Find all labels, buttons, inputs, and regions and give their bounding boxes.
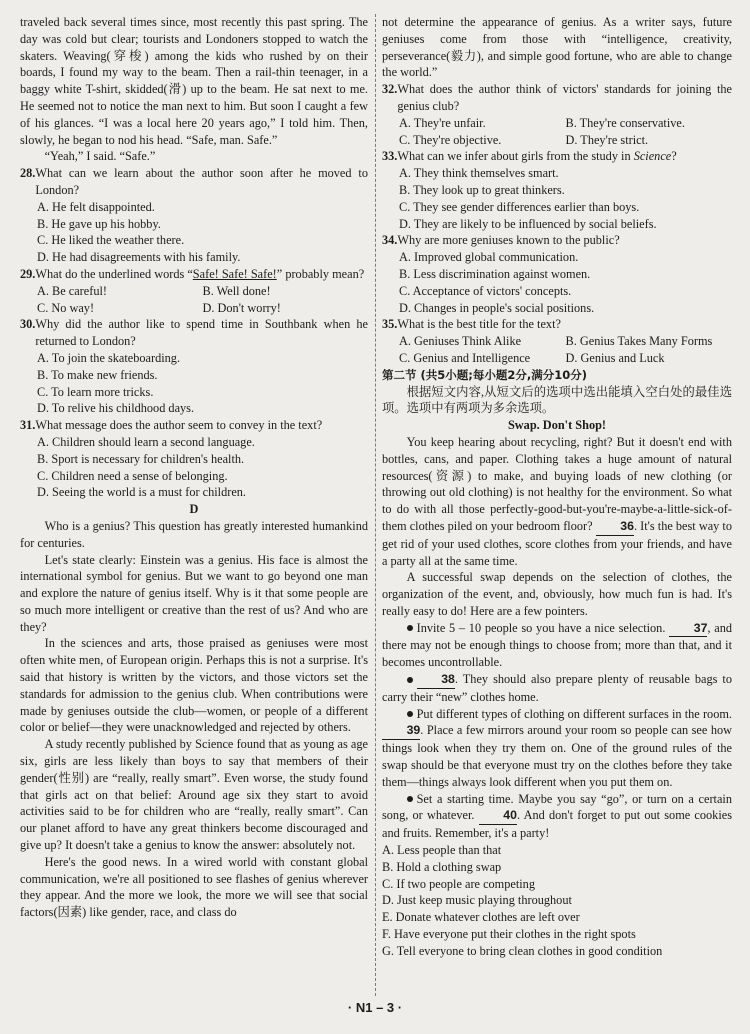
question-text: Why did the author like to spend time in Southbank when he returned to London? (35, 317, 368, 349)
option[interactable]: C. They see gender differences earlier than boys. (399, 199, 640, 214)
choice[interactable]: C. If two people are competing (382, 876, 535, 891)
bullet-icon (407, 711, 413, 717)
passage-d-paragraph: Here's the good news. In a wired world with constant global communication, we're all positioned to see flashes of genius wherever they appear. And the more we look, the more we will see that social factors(因素) like gender, race, and class do (20, 854, 368, 920)
question-number: 35. (382, 317, 398, 332)
question-number: 29. (20, 266, 36, 281)
option[interactable]: B. Well done! (202, 283, 271, 298)
bullet-icon (407, 677, 413, 683)
swap-paragraph-2: A successful swap depends on the selection of clothes, the organization of the event, and, obviously, how much fun is had. It's really easy to do! Here are a few pointers. (382, 570, 732, 618)
passage-d-paragraph: Let's state clearly: Einstein was a genius. His face is almost the international symbol for genius. But we want to go beyond one man and explore the nature of genius itself. Why is it that some people are so much more intelligent or creative than the rest of us? And who are they? (20, 552, 368, 634)
question-32 (382, 81, 732, 148)
pointer-2: 38. They should also prepare plenty of reusable bags to carry their “new” clothes home. (382, 672, 732, 704)
question-number: 30. (20, 317, 36, 332)
question-35 (382, 316, 732, 366)
option[interactable]: A. Geniuses Think Alike (399, 334, 522, 349)
option[interactable]: C. They're objective. (399, 132, 502, 147)
underlined-words: Safe! Safe! Safe! (192, 266, 277, 281)
question-number: 34. (382, 233, 398, 248)
option[interactable]: B. To make new friends. (37, 367, 158, 382)
question-number: 33. (382, 149, 398, 164)
option[interactable]: B. They look up to great thinkers. (399, 182, 565, 197)
option[interactable]: D. Don't worry! (202, 300, 281, 315)
question-text: What does the author think of victors' standards for joining the genius club? (397, 82, 732, 113)
bullet-icon (407, 796, 413, 802)
choice[interactable]: E. Donate whatever clothes are left over (382, 910, 580, 925)
pointer-1: Invite 5 – 10 people so you have a nice selection. 37, and there may not be enough things to choose from; more than that, and it becomes uncontrollable. (382, 620, 733, 670)
option[interactable]: D. Genius and Luck (565, 350, 665, 365)
option[interactable]: C. He liked the weather there. (37, 233, 185, 248)
section-2-instructions: 根据短文内容,从短文后的选项中选出能填入空白处的最佳选项。选项中有两项为多余选项。 (382, 384, 732, 416)
blank-39[interactable]: 39 (382, 722, 420, 740)
column-divider (375, 14, 376, 996)
choice[interactable]: F. Have everyone put their clothes in the right spots (382, 927, 636, 942)
blank-37[interactable]: 37 (669, 620, 707, 638)
option[interactable]: D. They're strict. (565, 132, 649, 147)
blank-36[interactable]: 36 (596, 518, 634, 536)
option[interactable]: C. Acceptance of victors' concepts. (399, 283, 572, 298)
option[interactable]: B. They're conservative. (565, 115, 685, 130)
pointer-4: Set a starting time. Maybe you say “go”, or turn on a certain song, or whatever. 40. And don't forget to put out some cookies and fruits. Remember, it's a party! (382, 791, 732, 841)
question-34 (382, 232, 732, 316)
option[interactable]: A. Children should learn a second language. (37, 434, 255, 449)
choice[interactable]: D. Just keep music playing throughout (382, 893, 572, 908)
answer-choices (382, 842, 732, 960)
option[interactable]: A. Be careful! (37, 283, 107, 298)
question-number: 32. (382, 82, 398, 97)
question-text: What do the underlined words “Safe! Safe! Safe!” probably mean? (35, 266, 365, 281)
bullet-icon (407, 625, 413, 631)
choice[interactable]: A. Less people than that (382, 843, 502, 858)
option[interactable]: B. Less discrimination against women. (399, 266, 591, 281)
choice[interactable]: G. Tell everyone to bring clean clothes in good condition (382, 943, 663, 958)
question-text: What is the best title for the text? (397, 317, 561, 332)
section-2-heading: 第二节 (共5小题;每小题2分,满分10分) (382, 367, 587, 382)
option[interactable]: B. He gave up his hobby. (37, 216, 161, 231)
question-31 (20, 417, 368, 501)
pointer-3: Put different types of clothing on different surfaces in the room. 39. Place a few mirrors around your room so people can see how things look when they try them on. One of the ground rules of the swap should be that everyone must try on the clothes before they take them—things always look different when you put them on. (382, 706, 732, 789)
question-number: 28. (20, 166, 36, 181)
question-text: Why are more geniuses known to the public? (397, 233, 620, 248)
question-text: What can we learn about the author soon after he moved to London? (35, 166, 368, 197)
swap-paragraph-1: You keep hearing about recycling, right? But it doesn't end with bottles, cans, and paper. Clothing takes a huge amount of natural resources(资源) to make, and buying loads of new clothing (or throwing out old clothing) is not healthy for the environment. So what to do with all those perfectly-good-but-you're-maybe-a-little-sick-of-them clothes piled on your bedroom floor? 36. It's the best way to get rid of your used clothes, score clothes from your friends, and have a party all at the same time. (382, 434, 732, 568)
option[interactable]: B. Genius Takes Many Forms (565, 334, 713, 349)
section-d-heading: D (189, 502, 199, 517)
question-29 (20, 266, 368, 316)
passage-c-ending: traveled back several times since, most recently this past spring. The day was cold but clear; tourists and Londoners stopped to watch the skaters. Weaving(穿梭) among the kids who rushed by on their boards, I found my way to the beam. Then a rail-thin teenager, in a baggy white T-shirt, skidded(滑) up to the beam. He sat next to me. He seemed not to notice the man next to him. But soon I caught a few of his glances. “I was a local here 20 years ago,” I told him. Then, slowly, he began to nod his head. “Safe, man. Safe.” (20, 15, 368, 147)
choice[interactable]: B. Hold a clothing swap (382, 859, 502, 874)
option[interactable]: C. No way! (37, 300, 95, 315)
passage-d-paragraph: In the sciences and arts, those praised as geniuses were most often white men, of European origin. Perhaps this is not a surprise. It's said that history is written by the victors, and those victors set the standards for admission to the genius club. When contributions were made by geniuses outside the club—women, or people of a different color or belief—they were unacknowledged and rejected by others. (20, 636, 368, 735)
option[interactable]: D. They are likely to be influenced by social beliefs. (399, 216, 657, 231)
passage-title: Swap. Don't Shop! (507, 418, 607, 433)
question-33 (382, 148, 732, 232)
question-number: 31. (20, 418, 36, 433)
option[interactable]: D. To relive his childhood days. (37, 401, 195, 416)
option[interactable]: A. He felt disappointed. (37, 199, 155, 214)
option[interactable]: D. Changes in people's social positions. (399, 300, 595, 315)
option[interactable]: D. He had disagreements with his family. (37, 250, 241, 265)
option[interactable]: A. They think themselves smart. (399, 166, 559, 181)
question-text: What message does the author seem to convey in the text? (35, 418, 323, 433)
left-column (20, 14, 368, 921)
option[interactable]: D. Seeing the world is a must for children. (37, 485, 247, 500)
blank-40[interactable]: 40 (479, 807, 517, 825)
question-text: What can we infer about girls from the study in Science? (397, 149, 677, 164)
option[interactable]: A. Improved global communication. (399, 250, 579, 265)
question-28 (20, 165, 368, 266)
page-number: · N1 – 3 · (347, 1000, 403, 1015)
question-30 (20, 316, 368, 417)
option[interactable]: B. Sport is necessary for children's health. (37, 451, 245, 466)
right-column (382, 14, 732, 960)
passage-c-ending-line: “Yeah,” I said. “Safe.” (44, 149, 156, 164)
blank-38[interactable]: 38 (417, 671, 455, 689)
passage-d-paragraph: A study recently published by Science found that as young as age six, girls are less likely than boys to say that members of their gender(性别) are “really, really smart”. Even worse, the study found that girls act on that belief: Around age six they start to avoid activities said to be for children who are “really, really smart”. Can our planet afford to have any great thinkers become discouraged and give up? It doesn't take a genius to know the answer: absolutely not. (20, 737, 368, 853)
option[interactable]: C. Children need a sense of belonging. (37, 468, 228, 483)
passage-d-paragraph: Who is a genius? This question has greatly interested humankind for centuries. (20, 518, 368, 550)
option[interactable]: C. To learn more tricks. (37, 384, 154, 399)
passage-d-ending: not determine the appearance of genius. As a writer says, future geniuses come from those with “intelligence, creativity, perseverance(毅力), and simple good fortune, who are able to change the world.” (382, 15, 732, 80)
journal-name: Science (633, 149, 672, 164)
option[interactable]: A. To join the skateboarding. (37, 350, 181, 365)
option[interactable]: C. Genius and Intelligence (399, 350, 531, 365)
option[interactable]: A. They're unfair. (399, 115, 486, 130)
